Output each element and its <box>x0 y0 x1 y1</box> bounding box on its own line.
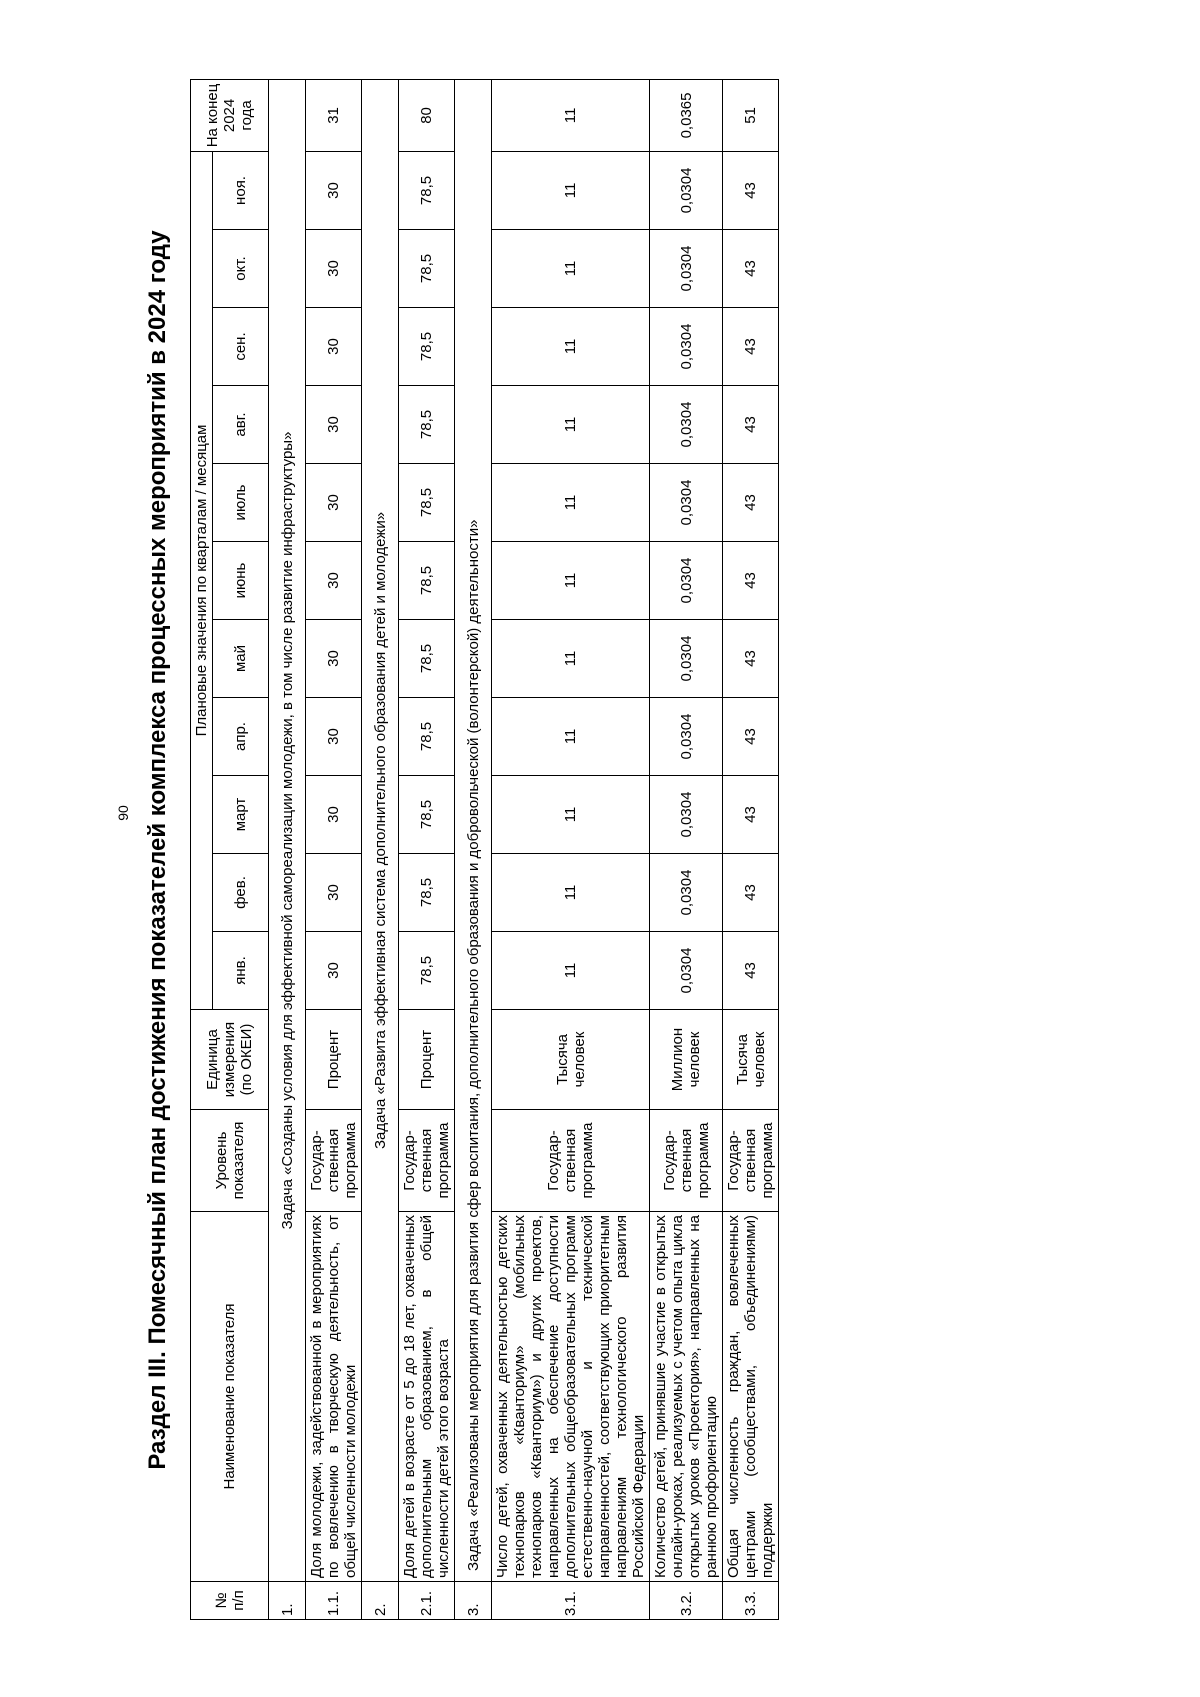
document-title: Раздел III. Помесячный план достижения показателей комплекса процессных мероприятий в 2024 году <box>144 230 171 1470</box>
row-number: 3.2. <box>650 1582 723 1620</box>
year-end-value: 11 <box>492 79 650 151</box>
header-month: апр. <box>213 698 269 776</box>
indicator-unit: Тысяча человек <box>723 1010 779 1110</box>
rotated-page <box>140 80 1120 1620</box>
indicator-name: Общая численность граждан, вовлеченных центрами (сообществами, объединениями) поддержки <box>723 1212 779 1582</box>
month-value: 78,5 <box>399 620 455 698</box>
month-value: 11 <box>492 854 650 932</box>
month-value: 0,0304 <box>650 308 723 386</box>
month-value: 30 <box>306 308 362 386</box>
header-num: № п/п <box>191 1582 269 1620</box>
month-value: 78,5 <box>399 308 455 386</box>
header-month: июль <box>213 464 269 542</box>
month-value: 43 <box>723 776 779 854</box>
month-value: 43 <box>723 620 779 698</box>
indicator-level: Государ-ственная программа <box>492 1110 650 1212</box>
month-value: 11 <box>492 698 650 776</box>
header-month: май <box>213 620 269 698</box>
month-value: 30 <box>306 542 362 620</box>
task-row <box>269 79 306 1619</box>
table-header <box>191 79 269 1619</box>
row-number: 1.1. <box>306 1582 362 1620</box>
indicator-name: Количество детей, принявшие участие в открытых онлайн-уроках, реализуемых с учетом опыта цикла открытых уроков «Проектория», направленных на раннюю профориентацию <box>650 1212 723 1582</box>
month-value: 30 <box>306 386 362 464</box>
header-month: июнь <box>213 542 269 620</box>
month-value: 11 <box>492 308 650 386</box>
month-value: 78,5 <box>399 230 455 308</box>
indicator-name: Доля молодежи, задействованной в мероприятиях по вовлечению в творческую деятельность, от общей численности молодежи <box>306 1212 362 1582</box>
row-number: 3.3. <box>723 1582 779 1620</box>
month-value: 43 <box>723 230 779 308</box>
month-value: 78,5 <box>399 698 455 776</box>
indicator-unit: Процент <box>306 1010 362 1110</box>
indicator-level: Государ-ственная программа <box>650 1110 723 1212</box>
task-number: 3. <box>455 1582 492 1620</box>
month-value: 11 <box>492 464 650 542</box>
year-end-value: 51 <box>723 79 779 151</box>
task-row <box>362 79 399 1619</box>
header-year-end: На конец 2024 года <box>191 79 269 151</box>
year-end-value: 80 <box>399 79 455 151</box>
month-value: 11 <box>492 386 650 464</box>
indicator-name: Доля детей в возрасте от 5 до 18 лет, охваченных дополнительным образованием, в общей численности детей этого возраста <box>399 1212 455 1582</box>
month-value: 0,0304 <box>650 620 723 698</box>
month-value: 78,5 <box>399 932 455 1010</box>
month-value: 0,0304 <box>650 386 723 464</box>
indicator-unit: Тысяча человек <box>492 1010 650 1110</box>
header-planned-values: Плановые значения по кварталам / месяцам <box>191 151 213 1009</box>
header-name: Наименование показателя <box>191 1212 269 1582</box>
row-number: 2.1. <box>399 1582 455 1620</box>
month-value: 30 <box>306 151 362 229</box>
year-end-value: 31 <box>306 79 362 151</box>
month-value: 11 <box>492 542 650 620</box>
month-value: 78,5 <box>399 542 455 620</box>
month-value: 0,0304 <box>650 932 723 1010</box>
month-value: 0,0304 <box>650 542 723 620</box>
header-month: фев. <box>213 854 269 932</box>
month-value: 0,0304 <box>650 698 723 776</box>
table-row <box>492 79 650 1619</box>
task-number: 2. <box>362 1582 399 1620</box>
row-number: 3.1. <box>492 1582 650 1620</box>
month-value: 78,5 <box>399 464 455 542</box>
table-row <box>399 79 455 1619</box>
header-month: окт. <box>213 230 269 308</box>
month-value: 78,5 <box>399 386 455 464</box>
month-value: 43 <box>723 151 779 229</box>
indicator-unit: Миллион человек <box>650 1010 723 1110</box>
month-value: 11 <box>492 230 650 308</box>
month-value: 43 <box>723 854 779 932</box>
month-value: 0,0304 <box>650 464 723 542</box>
month-value: 11 <box>492 932 650 1010</box>
month-value: 78,5 <box>399 776 455 854</box>
indicator-unit: Процент <box>399 1010 455 1110</box>
month-value: 0,0304 <box>650 854 723 932</box>
month-value: 30 <box>306 620 362 698</box>
month-value: 30 <box>306 854 362 932</box>
indicator-level: Государ-ственная программа <box>399 1110 455 1212</box>
header-unit: Единица измерения (по ОКЕИ) <box>191 1010 269 1110</box>
month-value: 43 <box>723 308 779 386</box>
month-value: 0,0304 <box>650 230 723 308</box>
month-value: 30 <box>306 698 362 776</box>
year-end-value: 0,0365 <box>650 79 723 151</box>
month-value: 11 <box>492 620 650 698</box>
indicator-name: Число детей, охваченных деятельностью детских технопарков «Кванториум» (мобильных технопарков «Кванториум») и других проектов, направленных на обеспечение доступности дополнительных общеобразовательных программ естественно-научной и технической направленностей, соответствующих приоритетным направлениям технологического развития Российской Федерации <box>492 1212 650 1582</box>
month-value: 43 <box>723 386 779 464</box>
header-month: янв. <box>213 932 269 1010</box>
table-row <box>650 79 723 1619</box>
month-value: 11 <box>492 776 650 854</box>
header-level: Уровень показателя <box>191 1110 269 1212</box>
month-value: 0,0304 <box>650 776 723 854</box>
indicator-level: Государ-ственная программа <box>306 1110 362 1212</box>
month-value: 78,5 <box>399 151 455 229</box>
page-number: 90 <box>115 805 131 821</box>
month-value: 11 <box>492 151 650 229</box>
table-row <box>306 79 362 1619</box>
header-month: сен. <box>213 308 269 386</box>
month-value: 30 <box>306 230 362 308</box>
month-value: 30 <box>306 932 362 1010</box>
header-month: авг. <box>213 386 269 464</box>
indicator-level: Государ-ственная программа <box>723 1110 779 1212</box>
month-value: 30 <box>306 464 362 542</box>
header-month: ноя. <box>213 151 269 229</box>
table-body <box>269 79 779 1619</box>
table-row <box>723 79 779 1619</box>
task-title: Задача «Развита эффективная система дополнительного образования детей и молодежи» <box>362 79 399 1581</box>
month-value: 43 <box>723 464 779 542</box>
month-value: 30 <box>306 776 362 854</box>
month-value: 43 <box>723 932 779 1010</box>
month-value: 78,5 <box>399 854 455 932</box>
month-value: 43 <box>723 542 779 620</box>
month-value: 0,0304 <box>650 151 723 229</box>
month-value: 43 <box>723 698 779 776</box>
task-title: Задача «Созданы условия для эффективной самореализации молодежи, в том числе развитие инфраструктуры» <box>269 79 306 1581</box>
task-title: Задача «Реализованы мероприятия для развития сфер воспитания, дополнительного образования и добровольческой (волонтерской) деятельности» <box>455 79 492 1581</box>
header-month: март <box>213 776 269 854</box>
task-row <box>455 79 492 1619</box>
task-number: 1. <box>269 1582 306 1620</box>
monthly-plan-table <box>190 79 779 1620</box>
